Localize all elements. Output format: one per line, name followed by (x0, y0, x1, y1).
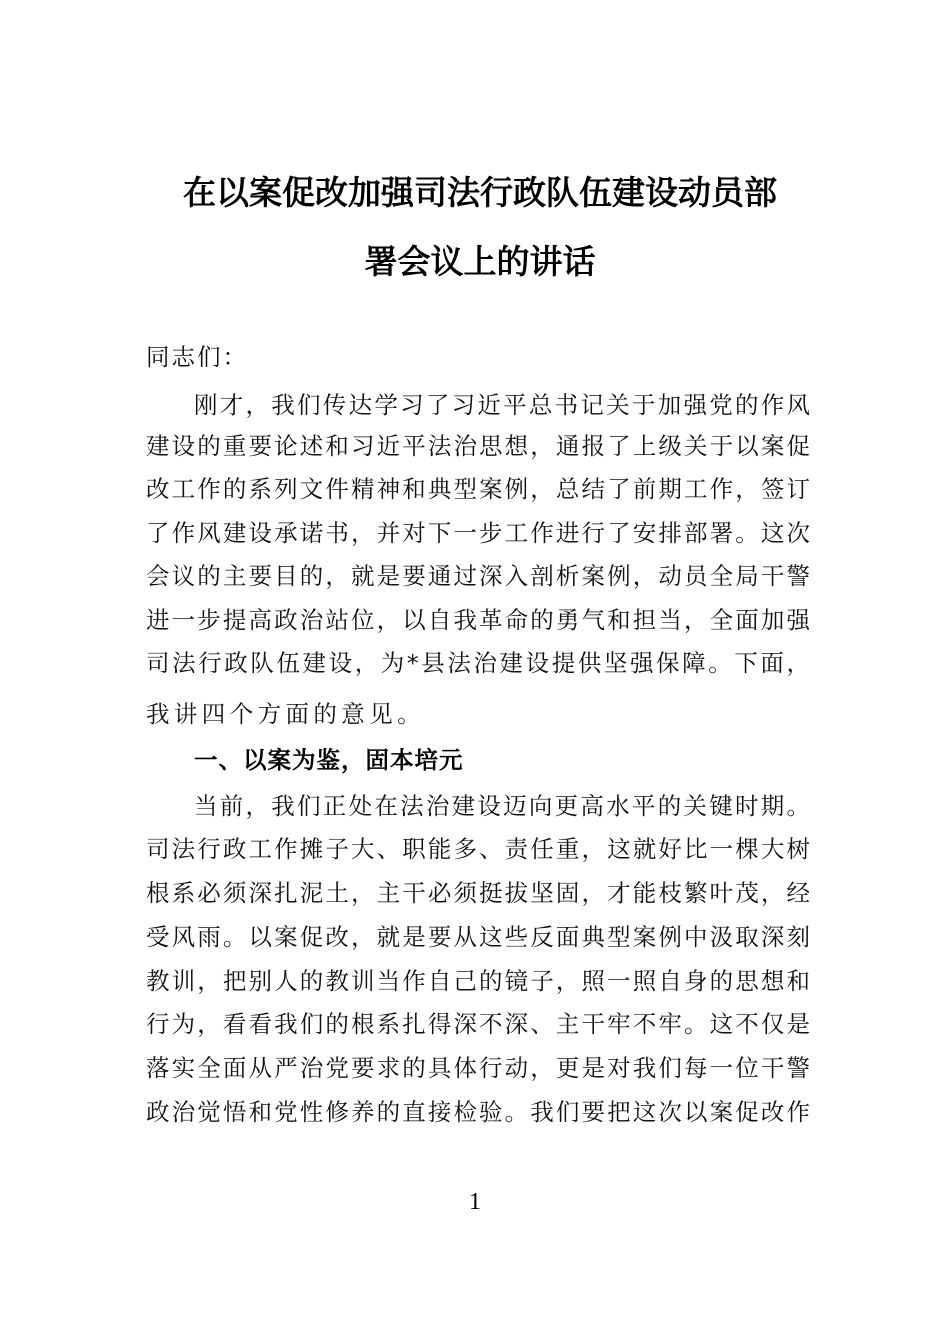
paragraph-line: 司法行政工作摊子大、职能多、责任重，这就好比一棵大树 (146, 835, 810, 863)
paragraph-line: 建设的重要论述和习近平法治思想，通报了上级关于以案促 (146, 432, 810, 460)
paragraph-line: 行为，看看我们的根系扎得深不深、主干牢不牢。这不仅是 (146, 1010, 810, 1038)
paragraph-line: 受风雨。以案促改，就是要从这些反面典型案例中汲取深刻 (146, 923, 810, 951)
paragraph-line: 落实全面从严治党要求的具体行动，更是对我们每一位干警 (146, 1054, 810, 1082)
paragraph-line: 改工作的系列文件精神和典型案例，总结了前期工作，签订 (146, 475, 810, 503)
document-title-line-2: 署会议上的讲话 (364, 242, 596, 281)
paragraph-line: 会议的主要目的，就是要通过深入剖析案例，动员全局干警 (146, 562, 810, 590)
document-title-line-1: 在以案促改加强司法行政队伍建设动员部 (183, 173, 777, 212)
paragraph-line: 进一步提高政治站位，以自我革命的勇气和担当，全面加强 (146, 606, 810, 634)
paragraph-line: 我讲四个方面的意见。 (146, 700, 425, 728)
page-number: 1 (469, 1189, 481, 1215)
paragraph-line: 根系必须深扎泥土，主干必须挺拔坚固，才能枝繁叶茂，经 (146, 879, 810, 907)
paragraph-line: 当前，我们正处在法治建设迈向更高水平的关键时期。 (194, 792, 810, 820)
paragraph-line: 政治觉悟和党性修养的直接检验。我们要把这次以案促改作 (146, 1098, 810, 1126)
paragraph-line: 教训，把别人的教训当作自己的镜子，照一照自身的思想和 (146, 967, 810, 995)
paragraph-line: 了作风建设承诺书，并对下一步工作进行了安排部署。这次 (146, 519, 810, 547)
paragraph-line: 司法行政队伍建设，为*县法治建设提供坚强保障。下面， (146, 649, 810, 677)
paragraph-line: 刚才，我们传达学习了习近平总书记关于加强党的作风 (194, 391, 810, 419)
section-heading-1: 一、以案为鉴，固本培元 (194, 746, 464, 774)
salutation: 同志们： (146, 343, 248, 371)
